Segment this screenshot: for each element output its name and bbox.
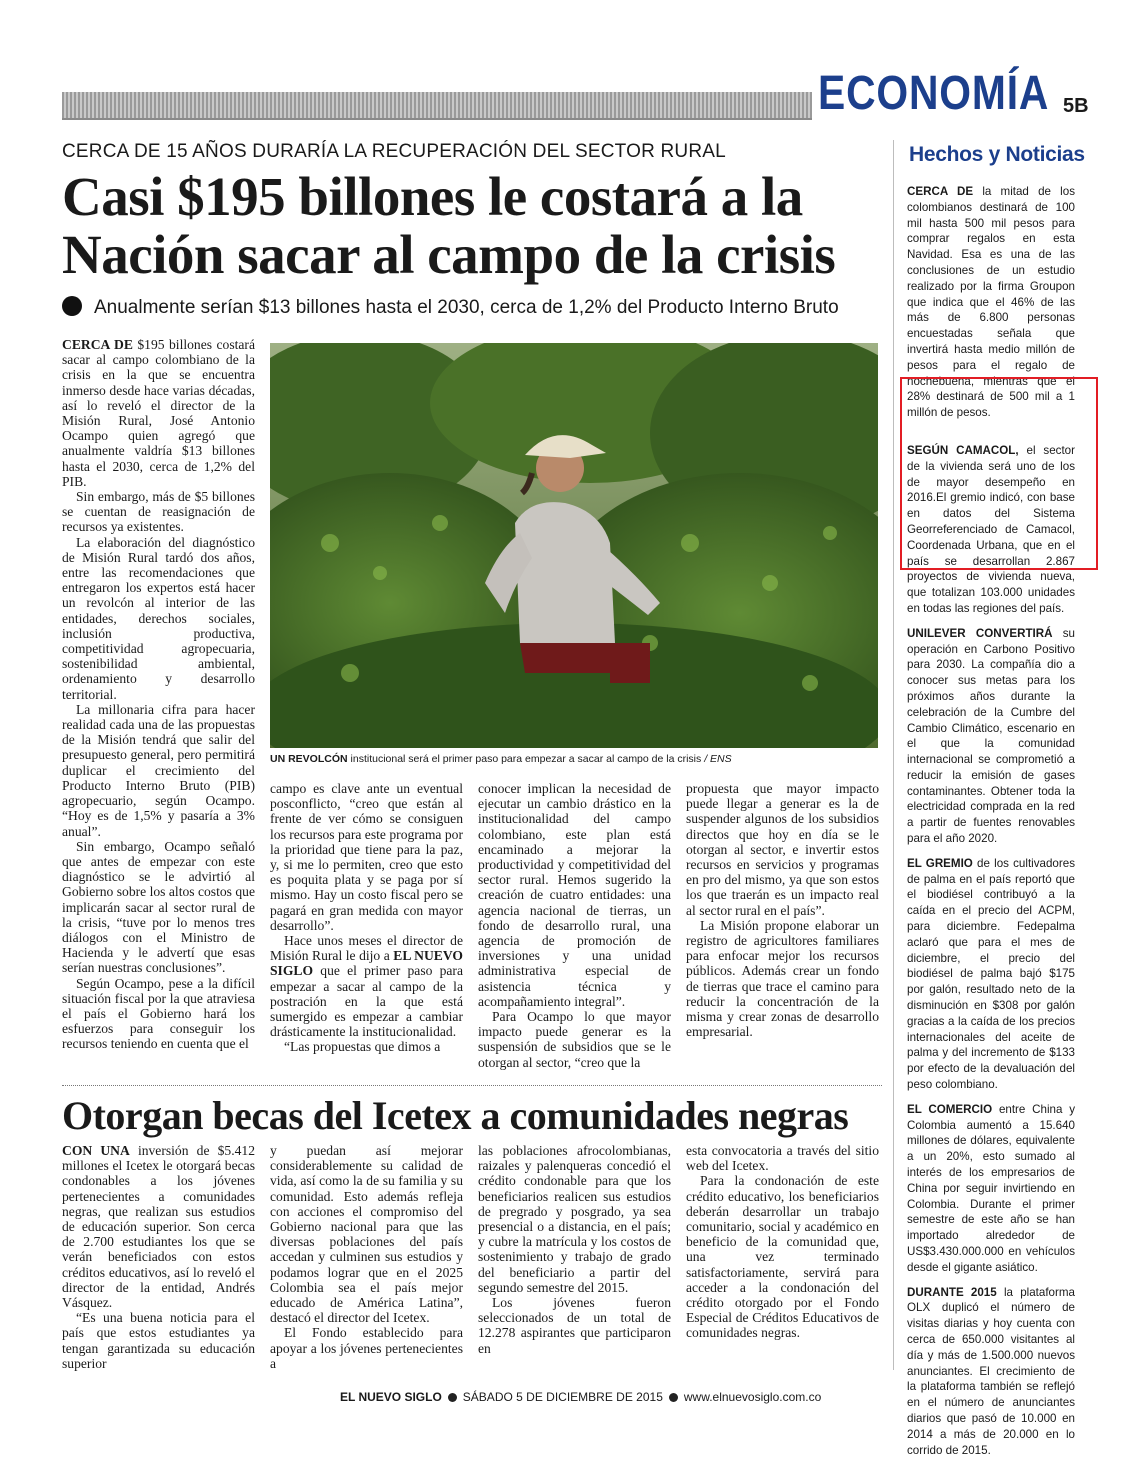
bullet-icon: [62, 296, 82, 316]
footer-date: SÁBADO 5 DE DICIEMBRE DE 2015: [462, 1390, 663, 1404]
caption-credit: / ENS: [704, 753, 732, 765]
sidebar-item-text: el sector de la vivienda será uno de los de mayor desempeño en 2016.El gremio indicó, con base en datos del Sistema Georreferenciado de Camacol, Coordenada Urbana, que en el país se desarrollan 2.867 proyectos de vivienda nueva, que totalizan 103.000 unidades en todas las regiones del país.: [907, 443, 1075, 615]
header-band: [62, 92, 812, 120]
sidebar-item-text: su operación en Carbono Positivo para 2030. La compañía dio a conocer sus metas para los próximos años durante la celebración de la Cumbre del Cambio Climático, escenario en el que la comunidad internacional se comprometió a reducir la emisión de gases contaminantes. Obtener toda la electricidad comprada en la red a partir de fuentes renovables para el año 2020.: [907, 626, 1075, 846]
sidebar-item: [907, 856, 1075, 1093]
sidebar-item: [907, 626, 1075, 847]
sidebar-divider: [893, 140, 894, 1370]
article2-column-3: [478, 1143, 671, 1356]
paragraph: y puedan así mejorar considerablemente su calidad de vida, así como la de su familia y su comunidad. Esto además refleja con acciones el compromiso del Gobierno nacional para que las diversas poblaciones del país accedan y culminen sus estudios y podamos lograr que en el 2025 Colombia sea el país mejor educado de América Latina”, destacó el director del Icetex.: [270, 1143, 463, 1326]
paragraph: La elaboración del diagnóstico de Misión Rural tardó dos años, entre las recomendaciones que entregaron los expertos está hacer un revolcón al interior de las entidades, derechos sociales, inclusión productiva, competitividad agropecuaria, sostenibilidad ambiental, ordenamiento y desarrollo territorial.: [62, 534, 255, 702]
paragraph: conocer implican la necesidad de ejecutar un cambio drástico en la institucionalidad del campo colombiano, este plan está encaminado a mejorar la productividad y competitividad del sector rural. Hemos sugerido la creación de cuatro entidades: una agencia nacional de tierras, un fondo de desarrollo rural, una agencia de promoción de inversiones y una unidad administrativa especial de asistencia técnica y acompañamiento integral”.: [478, 781, 671, 1009]
subhead-text: Anualmente serían $13 billones hasta el 2030, cerca de 1,2% del Producto Interno Bruto: [94, 297, 839, 318]
paragraph: inversión de $5.412 millones el Icetex le otorgará becas condonables a los jóvenes pertenecientes a comunidades negras, que realizan sus estudios de educación superior. Son cerca de 2.700 estudiantes los que se verán beneficiados con estos créditos educativos, así lo reveló el director de la entidad, Andrés Vásquez.: [62, 1143, 256, 1311]
paragraph: El Fondo establecido para apoyar a los jóvenes pertenecientes a: [270, 1325, 463, 1371]
article2-column-2: [270, 1143, 463, 1371]
paragraph: campo es clave ante un eventual posconflicto, “creo que están al frente de ver cómo se consiguen los recursos para este programa por la prioridad que tiene para la paz, y, si me lo permiten, creo que esto es poquita plata y se paga por sí mismo. Hay un costo fiscal pero se pagará en gran medida con mayor desarrollo”.: [270, 781, 463, 933]
sidebar-item-lead: SEGÚN CAMACOL,: [907, 443, 1019, 457]
sidebar-item-lead: EL GREMIO: [907, 856, 973, 870]
article2-column-1: [62, 1143, 255, 1371]
paragraph: propuesta que mayor impacto puede llegar a generar es la de suspender algunos de los subsidios directos que hoy en día se le otorgan al sector, e invertir estos recursos en servicios y programas en pro del mismo, ya que son estos los que traerán es un impacto real al sector rural en el país”.: [686, 781, 879, 918]
headline-line-1: Casi $195 billones le costará a la: [62, 166, 803, 227]
sidebar-item-text: entre China y Colombia aumentó a 15.640 millones de dólares, equivalente a un 20%, esto sumado al interés de los empresarios de China por seguir invirtiendo en Colombia. Durante el primer semestre de este año se han importado alrededor de US$3.430.000.000 en vehículos desde el gigante asiático.: [907, 1102, 1075, 1274]
paragraph: $195 billones costará sacar al campo colombiano de la crisis en la que se encuentra inmerso desde hace varias décadas, así lo reveló el director de la Misión Rural, José Antonio Ocampo quien agregó que anualmente valdría $13 billones hasta el 2030, cerca de 1,2% del PIB.: [62, 337, 255, 489]
article2-column-4: [686, 1143, 879, 1341]
article-separator: [62, 1085, 882, 1086]
footer-paper: EL NUEVO SIGLO: [340, 1390, 442, 1404]
paragraph: que el primer paso para empezar a sacar al campo de la postración en la que está sumergido es empezar a cambiar drásticamente la institucionalidad.: [270, 963, 463, 1040]
article-photo: [270, 343, 878, 748]
paragraph: las poblaciones afrocolombianas, raizales y palenqueras concedió el crédito condonable para que los beneficiarios realicen sus estudios de pregrado y posgrado, ya sea presencial o a distancia, en el país; y cubre la matrícula y los costos de sostenimiento y trabajo de grado del beneficiario a partir del segundo semestre del 2015.: [478, 1143, 671, 1295]
article-column-3: [478, 781, 671, 1070]
paragraph: Para Ocampo lo que mayor impacto puede generar es la suspensión de subsidios que se le otorgan al sector, “creo que la: [478, 1009, 671, 1070]
sidebar-item-lead: CERCA DE: [907, 185, 974, 198]
photo-caption: [270, 753, 880, 765]
article-column-4: [686, 781, 879, 1039]
paragraph: Según Ocampo, pese a la difícil situación fiscal por la que atraviesa el país el Gobierno hará los esfuerzos para conseguir los recursos teniendo en cuenta que el: [62, 975, 255, 1052]
headline-line-2: Nación sacar al campo de la crisis: [62, 224, 836, 285]
section-title: ECONOMÍA: [818, 67, 1050, 120]
sidebar-item: [907, 1285, 1075, 1459]
article-kicker: CERCA DE 15 AÑOS DURARÍA LA RECUPERACIÓN DEL SECTOR RURAL: [62, 141, 726, 162]
paragraph: Sin embargo, más de $5 billones se cuentan de reasignación de recursos ya existentes.: [62, 489, 255, 535]
article2-headline: Otorgan becas del Icetex a comunidades negras: [62, 1093, 849, 1138]
paragraph: “Las propuestas que dimos a: [284, 1039, 441, 1055]
paragraph: Hace unos meses el director de Misión Rural le dijo a: [270, 933, 463, 964]
caption-lead: UN REVOLCÓN: [270, 753, 348, 765]
newspaper-name: EL NUEVO SIGLO: [270, 948, 463, 979]
sidebar-item-text: la mitad de los colombianos destinará de 100 mil hasta 500 mil pesos para comprar regalos en esta Navidad. Esa es una de las conclusiones de un estudio realizado por la firma Groupon que indica que el 46% de las más de 6.800 personas encuestadas señala que invertirá hasta medio millón de pesos para el regalo de nochebuena, mientras que el 28% destinará de 500 mil a 1 millón de pesos.: [907, 185, 1075, 420]
highlight-box: [900, 377, 1098, 570]
article-headline: [62, 168, 892, 284]
page-number: 5B: [1063, 95, 1089, 117]
footer-url: www.elnuevosiglo.com.co: [683, 1390, 822, 1404]
paragraph: esta convocatoria a través del sitio web del Icetex.: [686, 1143, 879, 1174]
paragraph: La millonaria cifra para hacer realidad cada una de las propuestas de la Misión tendrá que salir del presupuesto general, pero permitirá duplicar el crecimiento del Producto Interno Bruto (PIB) agropecuario, según Ocampo. “Hoy es de 1,5% y pasaría a 3% anual”.: [62, 701, 255, 839]
bullet-icon: [669, 1393, 678, 1402]
article-subhead: [62, 296, 839, 319]
bullet-icon: [448, 1393, 457, 1402]
lead-in: CERCA DE: [62, 337, 133, 352]
sidebar-item: [907, 1102, 1075, 1276]
paragraph: “Es una buena noticia para el país que estos estudiantes ya tengan garantizada su educación superior: [62, 1310, 255, 1371]
sidebar-item-text: la plataforma OLX duplicó el número de visitas diarias y hoy cuenta con cerca de 650.000 visitantes al día y más de 1.500.000 nuevos anunciantes. El crecimiento de la plataforma también se reflejó en el número de anunciantes diarios que pasó de 10.000 en 2014 a más de 20.000 en lo corrido de 2015.: [907, 1285, 1075, 1457]
article-column-2: [270, 781, 463, 1055]
sidebar-item-lead: EL COMERCIO: [907, 1102, 993, 1116]
page-footer: [340, 1390, 821, 1404]
sidebar-item-lead: UNILEVER CONVERTIRÁ: [907, 626, 1053, 640]
caption-text: institucional será el primer paso para empezar a sacar al campo de la crisis: [350, 753, 702, 765]
paragraph: Para la condonación de este crédito educativo, los beneficiarios deberán desarrollar un trabajo comunitario, social y académico en beneficio de la comunidad que, una vez terminado satisfactoriamente, servirá para acceder a la condonación del crédito otorgado por el Fondo Especial de Créditos Educativos de comunidades negras.: [686, 1173, 879, 1341]
sidebar-item-lead: DURANTE 2015: [907, 1285, 997, 1299]
lead-in: CON UNA: [62, 1143, 130, 1158]
sidebar-item-text: de los cultivadores de palma en el país reportó que el biodiésel contribuyó a la caída en el precio del ACPM, para diciembre. Fedepalma aclaró que para el mes de diciembre, el precio del biodiésel de palma bajó $175 por galón, resultado neto de la disminución en $308 por galón gracias a la caída de los precios internacionales del aceite de palma y del incremento de $133 por efecto de la devaluación del peso colombiano.: [907, 856, 1075, 1092]
farmer-in-field-image: [270, 343, 878, 748]
article-column-1: [62, 337, 255, 1052]
paragraph: Los jóvenes fueron seleccionados de un total de 12.278 aspirantes que participaron en: [478, 1295, 671, 1356]
paragraph: La Misión propone elaborar un registro de agricultores familiares para enfocar mejor los recursos públicos. Además crear un fondo de tierras que trace el camino para reducir la concentración de la misma y crear zonas de desarrollo empresarial.: [686, 917, 879, 1040]
paragraph: Sin embargo, Ocampo señaló que antes de empezar con este diagnóstico se le advirtió al Gobierno sobre los altos costos que implicarán sacar al sector rural de la crisis, “tuve por lo menos tres diálogos con el Ministro de Hacienda y le advertí que esas serían nuestras conclusiones”.: [62, 838, 255, 976]
sidebar-title: Hechos y Noticias: [909, 143, 1085, 166]
